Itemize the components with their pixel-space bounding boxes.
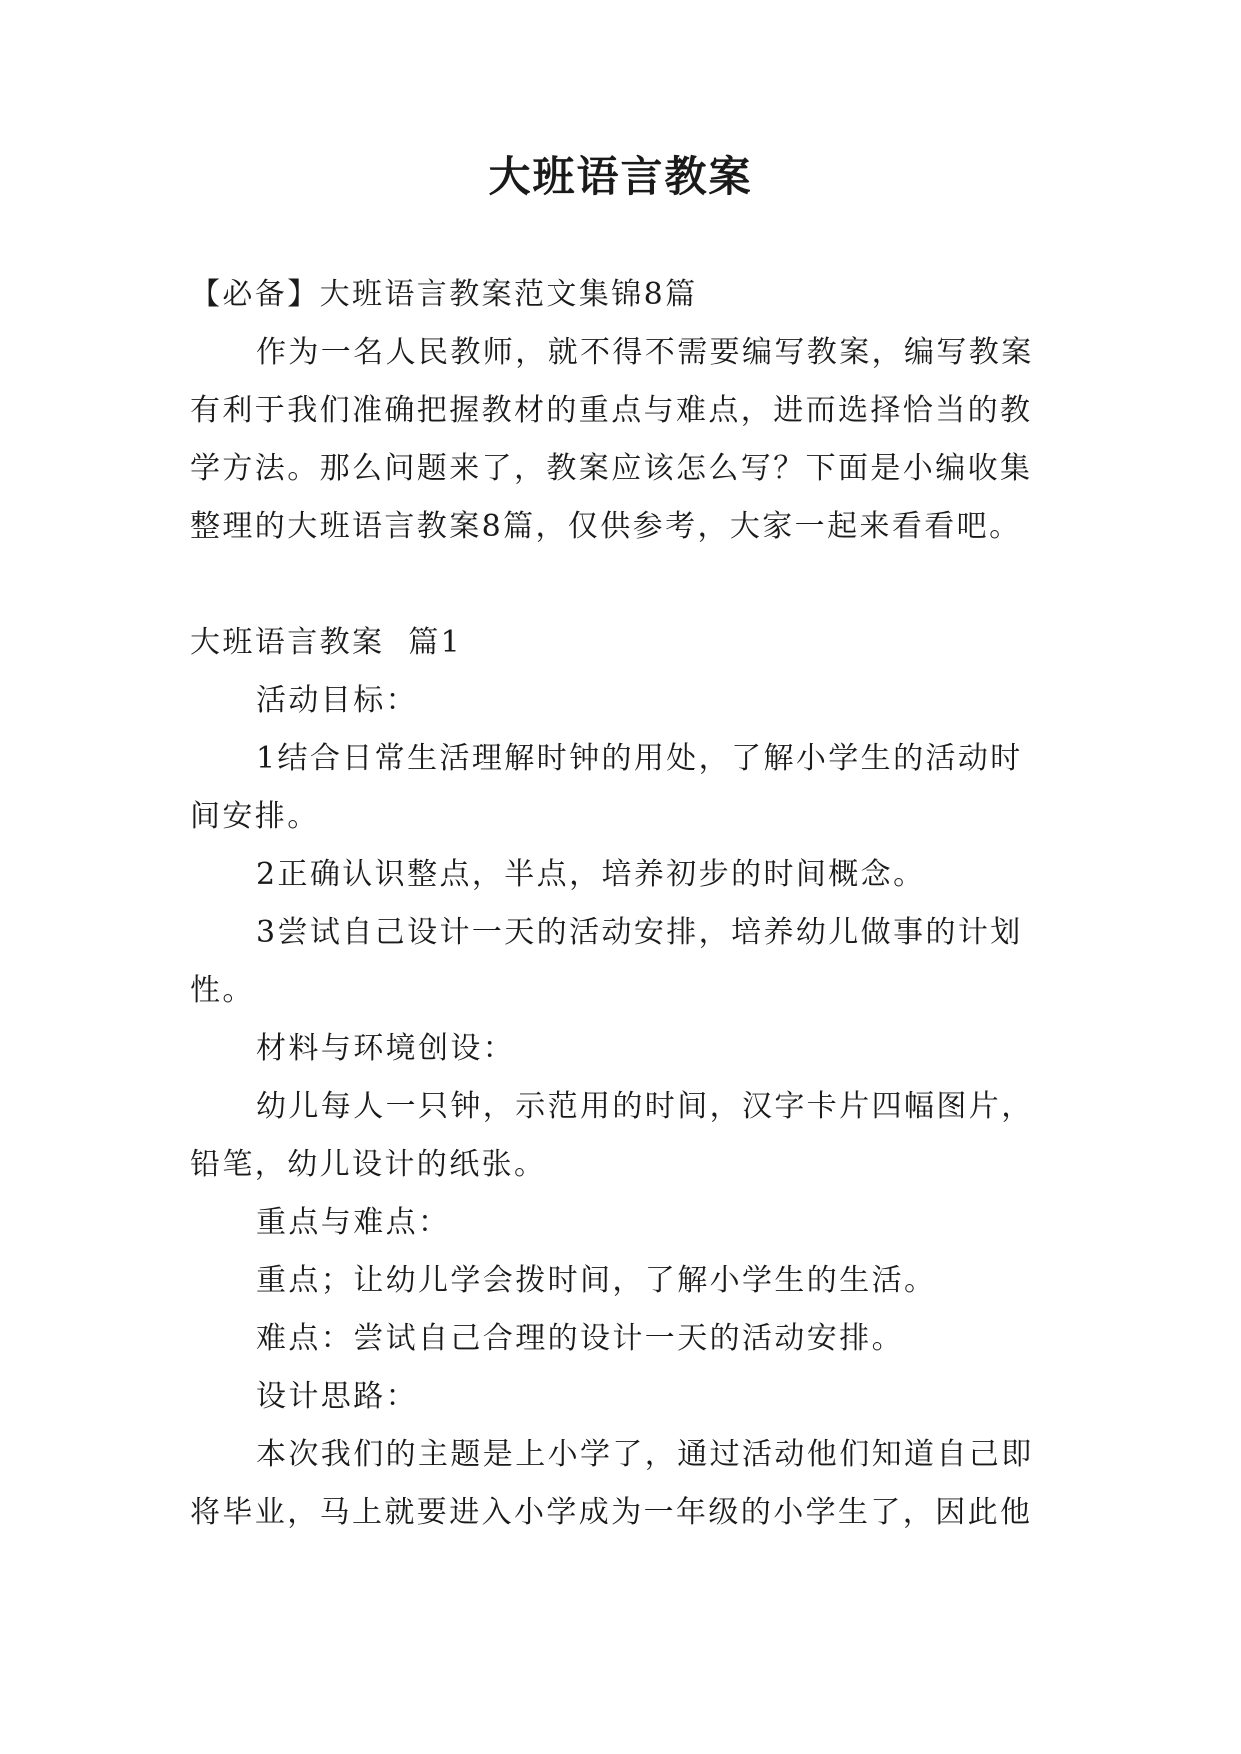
design-heading: 设计思路： xyxy=(256,1379,418,1414)
design-line-2: 将毕业，马上就要进入小学成为一年级的小学生了，因此他 xyxy=(190,1495,1033,1530)
design-line-1: 本次我们的主题是上小学了，通过活动他们知道自己即 xyxy=(256,1437,1034,1472)
goal-2: 2正确认识整点，半点，培养初步的时间概念。 xyxy=(256,857,926,892)
goal-3-line-1: 3尝试自己设计一天的活动安排，培养幼儿做事的计划 xyxy=(256,915,1023,950)
intro-line-4: 整理的大班语言教案8篇，仅供参考，大家一起来看看吧。 xyxy=(190,509,1022,544)
materials-line-2: 铅笔，幼儿设计的纸张。 xyxy=(190,1147,547,1182)
goal-3-line-2: 性。 xyxy=(190,973,255,1008)
document-title: 大班语言教案 xyxy=(488,152,753,201)
difficulty-point: 难点：尝试自己合理的设计一天的活动安排。 xyxy=(256,1321,904,1356)
key-heading: 重点与难点： xyxy=(256,1205,451,1240)
paragraph-gap xyxy=(190,556,1062,614)
section-heading: 大班语言教案 篇1 xyxy=(190,625,463,660)
intro-line-3: 学方法。那么问题来了，教案应该怎么写？下面是小编收集 xyxy=(190,451,1033,486)
intro-line-2: 有利于我们准确把握教材的重点与难点，进而选择恰当的教 xyxy=(190,393,1033,428)
document-body xyxy=(190,266,1062,1542)
intro-line-1: 作为一名人民教师，就不得不需要编写教案，编写教案 xyxy=(256,335,1034,370)
goal-heading: 活动目标： xyxy=(256,683,418,718)
materials-line-1: 幼儿每人一只钟，示范用的时间，汉字卡片四幅图片， xyxy=(256,1089,1034,1124)
materials-heading: 材料与环境创设： xyxy=(256,1031,516,1066)
goal-1-line-2: 间安排。 xyxy=(190,799,320,834)
goal-1-line-1: 1结合日常生活理解时钟的用处，了解小学生的活动时 xyxy=(256,741,1023,776)
key-point: 重点；让幼儿学会拨时间，了解小学生的生活。 xyxy=(256,1263,937,1298)
subtitle-line: 【必备】大班语言教案范文集锦8篇 xyxy=(190,277,698,312)
